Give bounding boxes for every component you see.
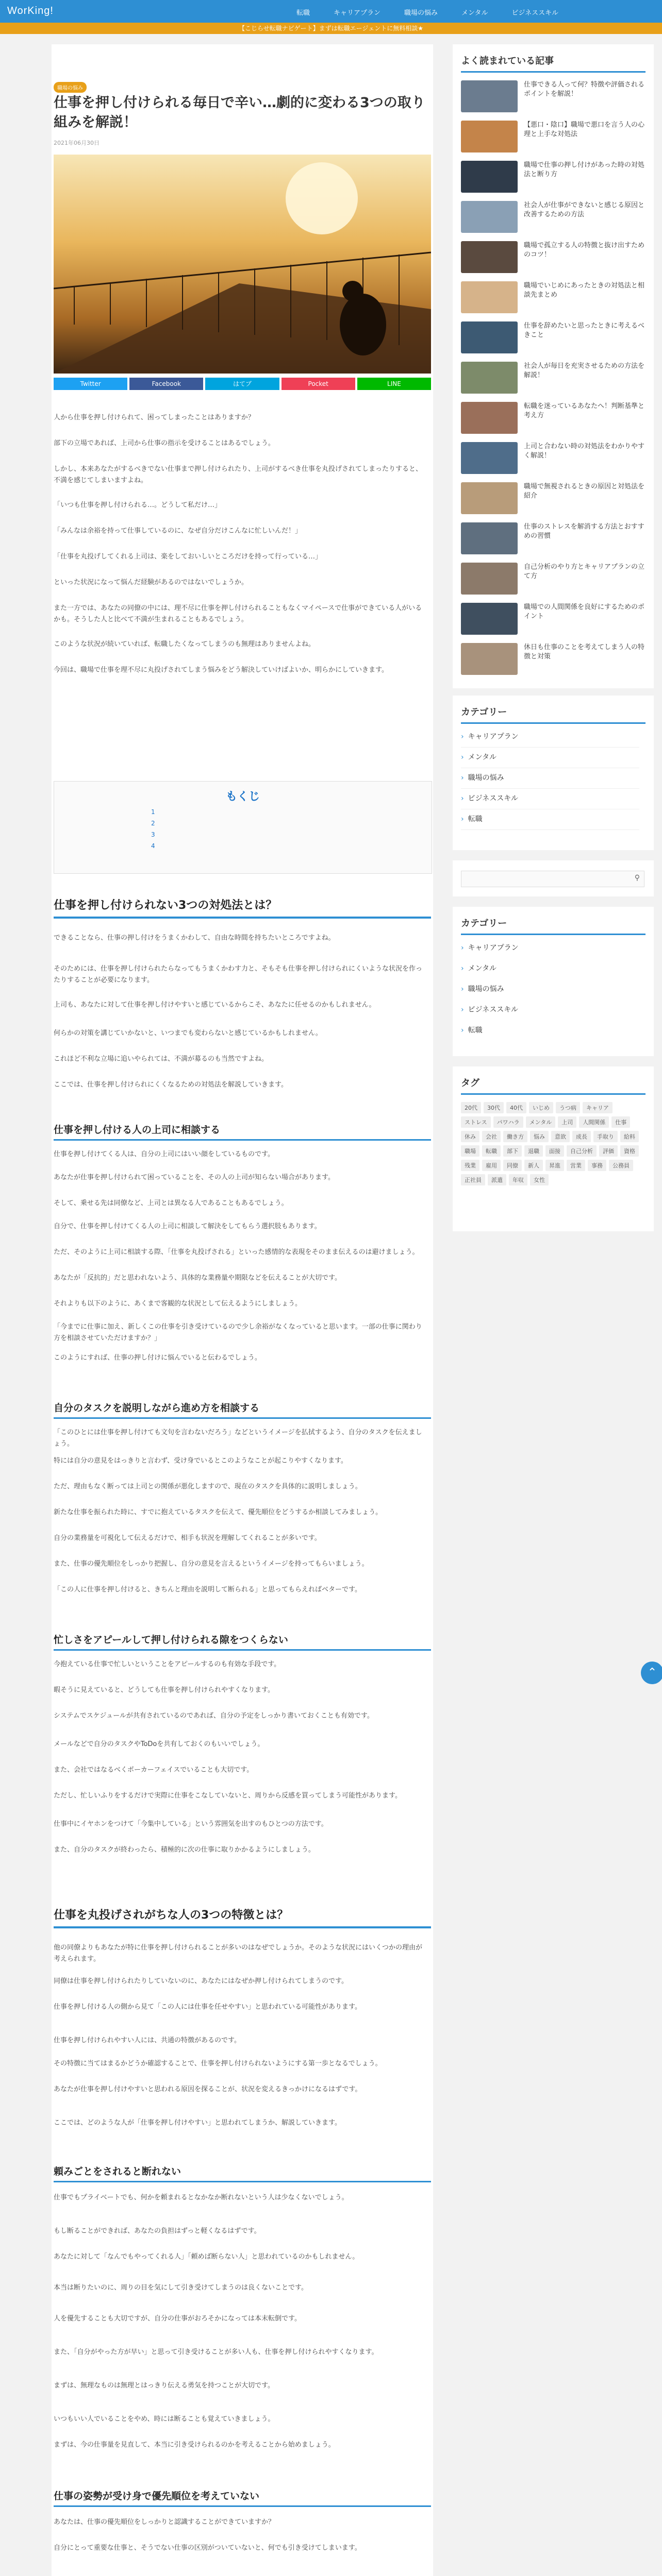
tag-widget xyxy=(453,1066,654,1231)
article-thumbnail[interactable] xyxy=(461,442,518,474)
body-para: 仕事を押し付ける人の側から見て「この人には仕事を任せやすい」と思われている可能性があります。 xyxy=(54,2003,361,2011)
popular-rule xyxy=(461,71,646,73)
body-para: あなたが仕事を押し付けやすいと思われる原因を探ることが、状況を変えるきっかけになるはずです。 xyxy=(54,2086,362,2093)
tag-item[interactable]: 自己分析 xyxy=(567,1145,597,1157)
article-link-title[interactable]: 仕事できる人って何？特徴や評価されるポイントを解説！ xyxy=(524,81,645,98)
body-para: 自分で、仕事を押し付けてくる人の上司に相談して解決をしてもらう選択肢もあります。 xyxy=(54,1223,321,1230)
body-para: 「このひとには仕事を押し付けても文句を言わないだろう」などというイメージを払拭するよう、自分のタスクを伝えましょう。 xyxy=(54,1429,422,1448)
article-thumbnail[interactable] xyxy=(461,563,518,595)
category-widget xyxy=(453,696,654,850)
article-link-title[interactable]: 職場で孤立する人の特徴と抜け出すためのコツ！ xyxy=(524,242,645,259)
body-para: ただ、そのように上司に相談する際、「仕事を丸投げされる」といった感情的な表現をそのまま伝えるのは避けましょう。 xyxy=(54,1248,419,1256)
body-para: システムでスケジュールが共有されているのであれば、自分の予定をしっかり書いておくことも有効です。 xyxy=(54,1712,374,1720)
body-para: また、「自分がやった方が早い」と思って引き受けることが多い人も、仕事を押し付けられやすくなります。 xyxy=(54,2348,378,2356)
body-para: 仕事を押し付けてくる人は、自分の上司にはいい顔をしているものです。 xyxy=(54,1150,274,1158)
tag-item[interactable]: 40代 xyxy=(506,1102,526,1113)
body-para: これほど不利な立場に追いやられては、不満が募るのも当然ですよね。 xyxy=(54,1055,269,1063)
share-pocket-button[interactable]: Pocket xyxy=(282,378,355,390)
chevron-right-icon: › xyxy=(461,964,464,973)
subsection-heading: 仕事を押し付ける人の上司に相談する xyxy=(54,1122,431,1141)
body-para: 特には自分の意見をはっきりと言わず、受け身でいるとこのようなことが起こりやすくなります。 xyxy=(54,1457,347,1465)
body-para: 「今までに仕事に加え、新しくこの仕事を引き受けているので少し余裕がなくなっていると思います。一部の仕事に関わり方を相談させていただけますか？」 xyxy=(54,1323,422,1342)
article-thumbnail[interactable] xyxy=(461,241,518,273)
tag-item[interactable]: 手取り xyxy=(593,1131,618,1142)
section-heading: 仕事を丸投げされがちな人の3つの特徴とは？ xyxy=(54,1906,431,1928)
body-para: ただし、忙しいふりをするだけで実際に仕事をこなしていないと、周りから反感を買ってしまう可能性があります。 xyxy=(54,1792,402,1800)
body-para: また、会社ではなるべくポーカーフェイスでいることも大切です。 xyxy=(54,1766,254,1774)
table-of-contents xyxy=(54,781,432,874)
category-badge[interactable]: 職場の悩み xyxy=(54,82,87,93)
article-link-title[interactable]: 【悪口・陰口】職場で悪口を言う人の心理と上手な対処法 xyxy=(524,121,645,138)
section-heading: 仕事を押し付けられない3つの対処法とは？ xyxy=(54,896,431,919)
popular-article-item[interactable] xyxy=(461,643,647,678)
body-para: ここでは、仕事を押し付けられにくくなるための対処法を解説していきます。 xyxy=(54,1081,288,1089)
article-date: 2021年06月30日 xyxy=(54,140,100,146)
chevron-right-icon: › xyxy=(461,944,464,952)
toc-item[interactable]: 3 xyxy=(151,831,155,838)
tag-item[interactable]: 資格 xyxy=(620,1145,639,1157)
category-item[interactable]: › 転職 xyxy=(461,1020,639,1041)
article-link-title[interactable]: 仕事を辞めたいと思ったときに考えるべきこと xyxy=(524,322,645,339)
popular-article-item[interactable] xyxy=(461,121,647,156)
chevron-right-icon: › xyxy=(461,753,464,761)
subsection-heading: 仕事の姿勢が受け身で優先順位を考えていない xyxy=(54,2488,431,2507)
popular-article-item[interactable] xyxy=(461,201,647,236)
article-link-title[interactable]: 職場で無視されるときの原因と対処法を紹介 xyxy=(524,483,645,500)
chevron-right-icon: › xyxy=(461,774,464,782)
tag-cloud xyxy=(453,1095,654,1196)
article-link-title[interactable]: 転職を迷っているあなたへ！判断基準と考え方 xyxy=(524,402,645,419)
tag-item[interactable]: 営業 xyxy=(567,1160,585,1171)
article-thumbnail[interactable] xyxy=(461,121,518,152)
article-thumbnail[interactable] xyxy=(461,161,518,193)
category-item[interactable]: › キャリアプラン xyxy=(461,726,639,748)
chevron-right-icon: › xyxy=(461,1026,464,1035)
arrow-up-icon: ⌃ xyxy=(647,1666,657,1679)
tag-item[interactable]: 評価 xyxy=(599,1145,618,1157)
body-para: 自分にとって重要な仕事と、そうでない仕事の区別がついていないと、何でも引き受けてしまいます。 xyxy=(54,2544,361,2552)
tag-item[interactable]: ストレス xyxy=(461,1116,491,1128)
popular-article-item[interactable] xyxy=(461,241,647,276)
category-item[interactable]: › メンタル xyxy=(461,958,639,979)
toc-item[interactable]: 1 xyxy=(151,808,155,816)
tag-item[interactable]: 女性 xyxy=(530,1174,549,1185)
search-widget xyxy=(453,860,654,896)
body-para: 仕事中にイヤホンをつけて「今集中している」という雰囲気を出すのもひとつの方法です。 xyxy=(54,1820,328,1828)
body-para: 上司も、あなたに対して仕事を押し付けやすいと感じているからこそ、あなたに任せるのかもしれません。 xyxy=(54,1001,376,1009)
body-para: 同僚は仕事を押し付けられたりしていないのに、あなたにはなぜか押し付けられてしまうのです。 xyxy=(54,1977,348,1985)
body-para: あなたに対して「なんでもやってくれる人」「頼めば断らない人」と思われているのかもしれません。 xyxy=(54,2253,359,2261)
body-para: まずは、無理なものは無理とはっきり伝える勇気を持つことが大切です。 xyxy=(54,2382,274,2389)
article-thumbnail[interactable] xyxy=(461,201,518,233)
body-para: また、自分のタスクが終わったら、積極的に次の仕事に取りかかるようにしましょう。 xyxy=(54,1846,315,1854)
tag-item[interactable]: 退職 xyxy=(524,1145,543,1157)
article-thumbnail[interactable] xyxy=(461,362,518,394)
tag-item[interactable]: 昇進 xyxy=(545,1160,564,1171)
body-para: できることなら、仕事の押し付けをうまくかわして、自由な時間を持ちたいところですよね。 xyxy=(54,934,335,942)
tag-item[interactable]: 事務 xyxy=(588,1160,606,1171)
category-item[interactable]: › 職場の悩み xyxy=(461,768,639,789)
subsection-heading: 忙しさをアピールして押し付けられる隙をつくらない xyxy=(54,1632,431,1651)
body-para: 仕事を押し付けられやすい人には、共通の特徴があるのです。 xyxy=(54,2037,241,2044)
search-icon[interactable]: ⚲ xyxy=(634,874,640,882)
tag-item[interactable]: キャリア xyxy=(583,1102,613,1113)
body-para: ただ、理由もなく断っては上司との関係が悪化しますので、現在のタスクを具体的に説明しましょう。 xyxy=(54,1483,362,1490)
tag-item[interactable]: 部下 xyxy=(503,1145,522,1157)
tag-item[interactable]: 30代 xyxy=(484,1102,504,1113)
category-item[interactable]: › ビジネススキル xyxy=(461,788,639,809)
nav-item-business[interactable]: ビジネススキル xyxy=(511,9,559,17)
tag-item[interactable]: 派遣 xyxy=(488,1174,506,1185)
promo-banner[interactable]: 【こじらせ転職ナビゲート】まずは転職エージェントに無料相談★ xyxy=(0,23,662,34)
popular-article-item[interactable] xyxy=(461,522,647,557)
popular-title: よく読まれている記事 xyxy=(453,44,654,71)
tag-title: タグ xyxy=(453,1066,654,1093)
category-rule xyxy=(461,934,646,935)
popular-article-item[interactable] xyxy=(461,563,647,598)
popular-article-item[interactable] xyxy=(461,402,647,437)
tag-item[interactable]: 新人 xyxy=(524,1160,543,1171)
tag-item[interactable]: 正社員 xyxy=(461,1174,485,1185)
body-para: 何らかの対策を講じていかないと、いつまでも変わらないと感じているかもしれません。 xyxy=(54,1029,322,1037)
intro-para: このような状況が続いていれば、転職したくなってしまうのも無理はありませんよね。 xyxy=(54,640,316,648)
site-header xyxy=(0,0,662,23)
category-item[interactable]: › ビジネススキル xyxy=(461,999,639,1020)
hero-illustration xyxy=(54,155,431,374)
nav-item-mental[interactable]: メンタル xyxy=(461,9,488,17)
intro-para: しかし、本来あなたがするべきでない仕事まで押し付けられたり、上司がするべき仕事を丸投げされてしまったりすると、不満を感じてしまいますよね。 xyxy=(54,465,423,484)
popular-article-item[interactable] xyxy=(461,80,647,115)
tag-item[interactable]: 成長 xyxy=(572,1131,591,1142)
nav-item-tenshoku[interactable]: 転職 xyxy=(296,9,310,17)
article-link-title[interactable]: 休日も仕事のことを考えてしまう人の特徴と対策 xyxy=(524,643,645,660)
article-link-title[interactable]: 上司と合わない時の対処法をわかりやすく解説！ xyxy=(524,443,645,460)
intro-para: といった状況になって悩んだ経験があるのではないでしょうか。 xyxy=(54,579,249,586)
subsection-heading: 自分のタスクを説明しながら進め方を相談する xyxy=(54,1400,431,1419)
article-link-title[interactable]: 職場でいじめにあったときの対処法と相談先まとめ xyxy=(524,282,644,299)
category-item[interactable]: › 職場の悩み xyxy=(461,979,639,999)
body-para: 暇そうに見えていると、どうしても仕事を押し付けられやすくなります。 xyxy=(54,1686,274,1694)
share-twitter-button[interactable]: Twitter xyxy=(54,378,127,390)
intro-para: 「みんなは余裕を持って仕事しているのに、なぜ自分だけこんなに忙しいんだ！」 xyxy=(54,527,302,535)
tag-item[interactable]: 年収 xyxy=(509,1174,527,1185)
tag-item[interactable]: 20代 xyxy=(461,1102,481,1113)
article-link-title[interactable]: 社会人が毎日を充実させるための方法を解説！ xyxy=(524,362,645,379)
share-line-button[interactable]: LINE xyxy=(357,378,431,390)
popular-article-item[interactable] xyxy=(461,442,647,477)
body-para: あなたは、仕事の優先順位をしっかりと認識することができていますか？ xyxy=(54,2518,275,2526)
article-thumbnail[interactable] xyxy=(461,643,518,675)
chevron-right-icon: › xyxy=(461,1006,464,1014)
tag-item[interactable]: いじめ xyxy=(529,1102,553,1113)
popular-article-item[interactable] xyxy=(461,362,647,397)
subsection-heading: 頼みごとをされると断れない xyxy=(54,2164,431,2182)
tag-item[interactable]: 公務員 xyxy=(609,1160,633,1171)
tag-item[interactable]: 悩み xyxy=(530,1131,549,1142)
tag-item[interactable]: 同僚 xyxy=(503,1160,522,1171)
article-thumbnail[interactable] xyxy=(461,482,518,514)
body-para: ここでは、どのような人が「仕事を押し付けやすい」と思われてしまうか、解説していきます。 xyxy=(54,2119,341,2127)
nav-item-career[interactable]: キャリアプラン xyxy=(334,9,381,17)
tag-item[interactable]: うつ病 xyxy=(556,1102,580,1113)
article-thumbnail[interactable] xyxy=(461,522,518,554)
tag-item[interactable]: 会社 xyxy=(482,1131,501,1142)
intro-para: 今回は、職場で仕事を理不尽に丸投げされてしまう悩みをどう解決していけばよいか、明らかにしていきます。 xyxy=(54,666,388,674)
article-thumbnail[interactable] xyxy=(461,281,518,313)
chevron-right-icon: › xyxy=(461,815,464,823)
body-para: あなたが「反抗的」だと思われないよう、具体的な業務量や期限などを伝えることが大切です。 xyxy=(54,1274,341,1282)
intro-para: また一方では、あなたの同僚の中には、理不尽に仕事を押し付けられることもなくマイペースで仕事ができている人がいるかも。そうした人と比べて不満が生まれることもあるでしょう。 xyxy=(54,604,422,623)
tag-item[interactable]: 残業 xyxy=(461,1160,479,1171)
body-para: 仕事でもプライベートでも、何かを頼まれるとなかなか断れないという人は少なくないでしょう。 xyxy=(54,2194,349,2201)
popular-article-item[interactable] xyxy=(461,603,647,638)
popular-article-item[interactable] xyxy=(461,281,647,316)
body-para: それよりも以下のように、あくまで客観的な状況として伝えるようにしましょう。 xyxy=(54,1300,302,1308)
popular-article-item[interactable] xyxy=(461,161,647,196)
toc-list xyxy=(151,806,155,852)
body-para: あなたが仕事を押し付けられて困っていることを、その人の上司が知らない場合があります。 xyxy=(54,1174,335,1181)
scroll-top-button[interactable] xyxy=(641,1662,662,1684)
body-para: メールなどで自分のタスクやToDoを共有しておくのもいいでしょう。 xyxy=(54,1740,264,1748)
body-para: そして、乗せる先は同僚など、上司とは異なる人であることもあるでしょう。 xyxy=(54,1199,288,1207)
chevron-right-icon: › xyxy=(461,794,464,803)
body-para: 新たな仕事を振られた時に、すでに抱えているタスクを伝えて、優先順位をどうするか相談してみましょう。 xyxy=(54,1509,383,1516)
main-nav xyxy=(296,7,582,17)
category-item[interactable]: › 転職 xyxy=(461,809,639,830)
article-thumbnail[interactable] xyxy=(461,402,518,434)
body-para: 人を優先することも大切ですが、自分の仕事がおろそかになっては本末転倒です。 xyxy=(54,2315,301,2323)
site-logo[interactable]: WorKing! xyxy=(7,5,54,16)
tag-item[interactable]: 休み xyxy=(461,1131,479,1142)
body-para: 本当は断りたいのに、周りの目を気にして引き受けてしまうのは良くないことです。 xyxy=(54,2284,308,2292)
share-hatebu-button[interactable]: はてブ xyxy=(205,378,279,390)
toc-title: もくじ xyxy=(225,790,260,803)
article-link-title[interactable]: 仕事のストレスを解消する方法とおすすめの習慣 xyxy=(524,523,644,540)
article-thumbnail[interactable] xyxy=(461,321,518,353)
body-para: 自分の業務量を可視化して伝えるだけで、相手も状況を理解してくれることが多いです。 xyxy=(54,1534,321,1542)
tag-item[interactable]: 働き方 xyxy=(503,1131,527,1142)
body-para: また、仕事の優先順位をしっかり把握し、自分の意見を言えるというイメージを持ってもらいましょう。 xyxy=(54,1560,369,1568)
category-title: カテゴリー xyxy=(453,907,654,934)
popular-article-item[interactable] xyxy=(461,482,647,517)
tag-item[interactable]: パワハラ xyxy=(493,1116,523,1128)
body-para: もし断ることができれば、あなたの負担はずっと軽くなるはずです。 xyxy=(54,2227,261,2235)
body-para: まずは、今の仕事量を見直して、本当に引き受けられるのかを考えることから始めましょう。 xyxy=(54,2441,335,2449)
toc-item[interactable]: 2 xyxy=(151,820,155,827)
article-thumbnail[interactable] xyxy=(461,603,518,635)
category-item[interactable]: › メンタル xyxy=(461,747,639,768)
tag-item[interactable]: 上司 xyxy=(558,1116,576,1128)
popular-widget xyxy=(453,44,654,688)
intro-para: 「いつも仕事を押し付けられる…。どうして私だけ…」 xyxy=(54,501,222,509)
article-thumbnail[interactable] xyxy=(461,80,518,112)
tag-item[interactable]: 人間関係 xyxy=(579,1116,609,1128)
intro-para: 人から仕事を押し付けられて、困ってしまったことはありますか？ xyxy=(54,414,255,421)
tag-item[interactable]: 給料 xyxy=(620,1131,639,1142)
article-title: 仕事を押し付けられる毎日で辛い…劇的に変わる3つの取り組みを解説！ xyxy=(54,95,425,130)
tag-item[interactable]: 面接 xyxy=(545,1145,564,1157)
search-input[interactable] xyxy=(461,871,644,887)
body-para: このようにすれば、仕事の押し付けに悩んでいると伝わるでしょう。 xyxy=(54,1354,261,1362)
toc-item[interactable]: 4 xyxy=(151,842,155,850)
intro-para: 部下の立場であれば、上司から仕事の指示を受けることはあるでしょう。 xyxy=(54,439,275,447)
body-para: その特徴に当てはまるかどうか確認することで、仕事を押し付けられないようにする第一歩となるでしょう。 xyxy=(54,2060,382,2067)
tag-item[interactable]: 雇用 xyxy=(482,1160,501,1171)
body-para: 今抱えている仕事で忙しいということをアピールするのも有効な手段です。 xyxy=(54,1660,281,1668)
body-para: 「この人に仕事を押し付けると、きちんと理由を説明して断られる」と思ってもらえればベターです。 xyxy=(54,1586,361,1594)
tag-item[interactable]: 仕事 xyxy=(611,1116,630,1128)
body-para: いつもいい人でいることをやめ、時には断ることも覚えていきましょう。 xyxy=(54,2415,275,2423)
share-bar xyxy=(54,378,431,390)
nav-item-workplace[interactable]: 職場の悩み xyxy=(404,9,438,17)
article-link-title[interactable]: 社会人が仕事ができないと感じる原因と改善するための方法 xyxy=(524,201,645,218)
tag-item[interactable]: メンタル xyxy=(526,1116,556,1128)
tag-item[interactable]: 職場 xyxy=(461,1145,479,1157)
chevron-right-icon: › xyxy=(461,985,464,993)
tag-item[interactable]: 転職 xyxy=(482,1145,501,1157)
category-title: カテゴリー xyxy=(453,696,654,722)
category-item[interactable]: › キャリアプラン xyxy=(461,938,639,958)
share-facebook-button[interactable]: Facebook xyxy=(129,378,203,390)
intro-para: 「仕事を丸投げしてくれる上司は、楽をしておいしいところだけを持って行っている…」 xyxy=(54,553,322,561)
article-link-title[interactable]: 自己分析のやり方とキャリアプランの立て方 xyxy=(524,563,645,580)
category-rule xyxy=(461,722,646,724)
article-link-title[interactable]: 職場での人間関係を良好にするためのポイント xyxy=(524,603,645,620)
article-link-title[interactable]: 職場で仕事の押し付けがあった時の対処法と断り方 xyxy=(524,161,644,178)
popular-article-item[interactable] xyxy=(461,321,647,357)
body-para: 他の同僚よりもあなたが特に仕事を押し付けられることが多いのはなぜでしょうか。そのような状況にはいくつかの理由が考えられます。 xyxy=(54,1944,423,1963)
chevron-right-icon: › xyxy=(461,733,464,741)
tag-item[interactable]: 意欲 xyxy=(551,1131,570,1142)
category-widget-2 xyxy=(453,907,654,1056)
body-para: そのためには、仕事を押し付けられたらなってもうまくかわす力と、そもそも仕事を押し付けられにくいような状況を作ったりすることが必要になります。 xyxy=(54,965,423,984)
hero-image xyxy=(54,155,431,374)
